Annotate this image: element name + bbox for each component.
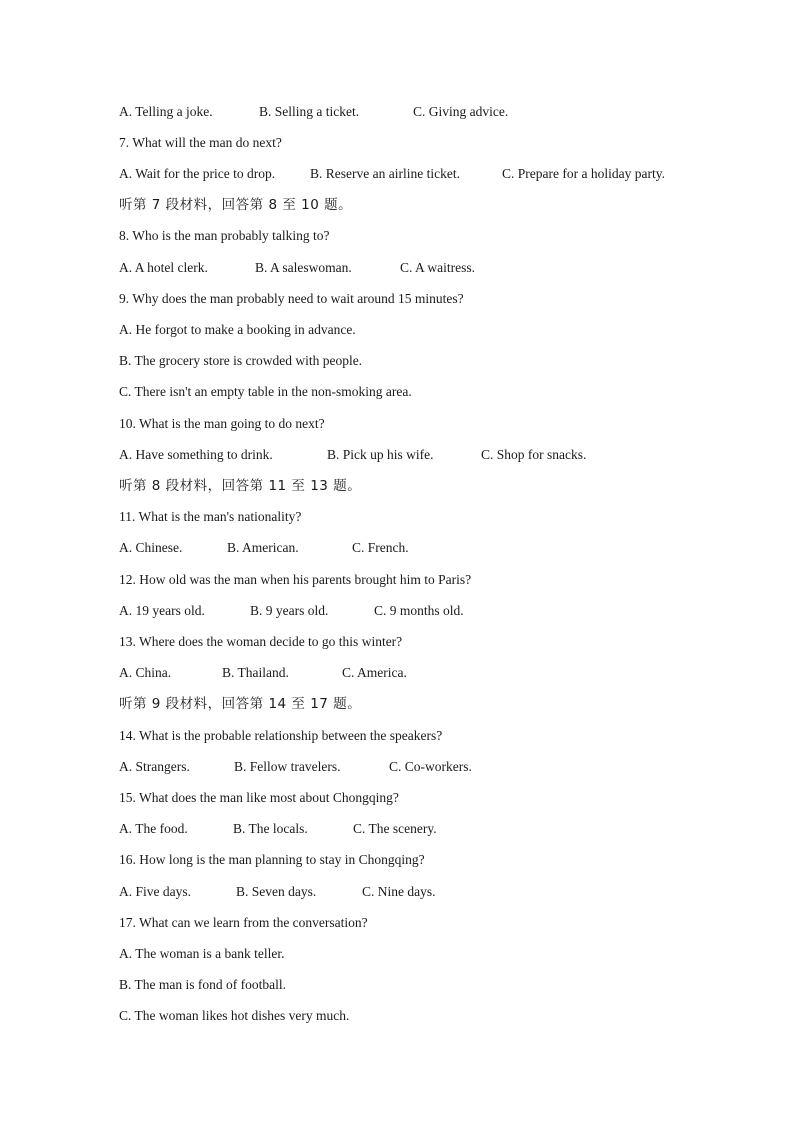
question-text: 15. What does the man like most about Chongqing? xyxy=(119,790,399,805)
question-text: 14. What is the probable relationship between the speakers? xyxy=(119,728,443,743)
option: A. Telling a joke. xyxy=(119,104,213,119)
section-heading: 听第 9 段材料，回答第 14 至 17 题。 xyxy=(119,696,362,712)
option: B. 9 years old. xyxy=(250,603,329,618)
option: B. American. xyxy=(227,540,299,555)
option: C. Giving advice. xyxy=(413,104,509,119)
option: B. Selling a ticket. xyxy=(259,104,360,119)
option: C. Nine days. xyxy=(362,884,436,899)
question-text: 12. How old was the man when his parents brought him to Paris? xyxy=(119,572,472,587)
options-row xyxy=(119,165,665,183)
question-text: 7. What will the man do next? xyxy=(119,135,282,150)
section-heading: 听第 8 段材料，回答第 11 至 13 题。 xyxy=(119,478,362,494)
answer-option: B. The man is fond of football. xyxy=(119,977,286,992)
question-text: 13. Where does the woman decide to go this winter? xyxy=(119,634,403,649)
option: B. The locals. xyxy=(233,821,308,836)
option: B. Seven days. xyxy=(236,884,317,899)
option: A. Chinese. xyxy=(119,540,183,555)
options-row xyxy=(119,820,437,838)
option: A. China. xyxy=(119,665,172,680)
option: A. Wait for the price to drop. xyxy=(119,166,276,181)
option: A. A hotel clerk. xyxy=(119,260,208,275)
answer-option: A. The woman is a bank teller. xyxy=(119,946,285,961)
answer-option: B. The grocery store is crowded with people. xyxy=(119,353,363,368)
option: C. Prepare for a holiday party. xyxy=(502,166,665,181)
options-row xyxy=(119,758,472,776)
question-text: 9. Why does the man probably need to wait around 15 minutes? xyxy=(119,291,464,306)
option: C. 9 months old. xyxy=(374,603,464,618)
option: A. Strangers. xyxy=(119,759,190,774)
options-row xyxy=(119,883,436,901)
option: B. Reserve an airline ticket. xyxy=(310,166,460,181)
question-text: 8. Who is the man probably talking to? xyxy=(119,228,330,243)
answer-option: A. He forgot to make a booking in advance. xyxy=(119,322,356,337)
options-row xyxy=(119,664,407,682)
option: B. Fellow travelers. xyxy=(234,759,341,774)
option: C. French. xyxy=(352,540,409,555)
answer-option: C. There isn't an empty table in the non-smoking area. xyxy=(119,384,412,399)
options-row xyxy=(119,539,409,557)
question-text: 16. How long is the man planning to stay in Chongqing? xyxy=(119,852,425,867)
options-row xyxy=(119,103,508,121)
question-text: 10. What is the man going to do next? xyxy=(119,416,325,431)
options-row xyxy=(119,602,464,620)
option: C. The scenery. xyxy=(353,821,437,836)
option: A. The food. xyxy=(119,821,188,836)
option: C. Shop for snacks. xyxy=(481,447,587,462)
option: C. A waitress. xyxy=(400,260,476,275)
option: C. Co-workers. xyxy=(389,759,472,774)
option: C. America. xyxy=(342,665,407,680)
question-text: 17. What can we learn from the conversation? xyxy=(119,915,368,930)
option: B. A saleswoman. xyxy=(255,260,352,275)
option: A. Have something to drink. xyxy=(119,447,273,462)
option: A. Five days. xyxy=(119,884,191,899)
section-heading: 听第 7 段材料，回答第 8 至 10 题。 xyxy=(119,197,353,213)
option: B. Thailand. xyxy=(222,665,289,680)
answer-option: C. The woman likes hot dishes very much. xyxy=(119,1008,350,1023)
options-row xyxy=(119,446,586,464)
options-row xyxy=(119,259,475,277)
option: A. 19 years old. xyxy=(119,603,205,618)
question-text: 11. What is the man's nationality? xyxy=(119,509,302,524)
option: B. Pick up his wife. xyxy=(327,447,434,462)
